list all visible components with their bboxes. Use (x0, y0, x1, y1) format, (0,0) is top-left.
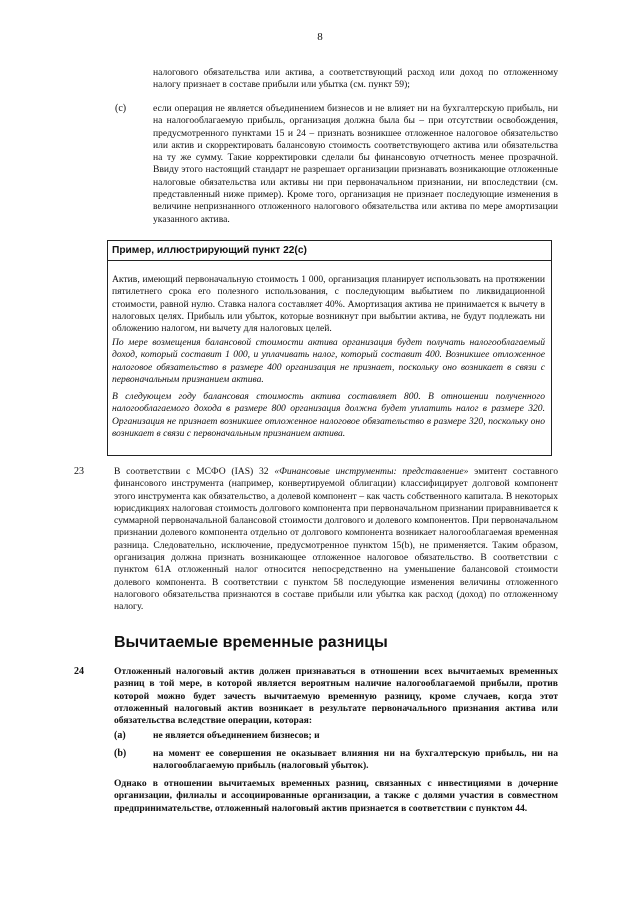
ias32-title: «Финансовые инструменты: представление» (274, 466, 469, 477)
continuation-paragraph: налогового обязательства или актива, а соответствующий расход или доход по отложенному налогу признает в составе прибыли или убытка (см. пункт 59); (153, 67, 558, 91)
para-24-closing: Однако в отношении вычитаемых временных разниц, связанных с инвестициями в дочерние организации, филиалы и ассоциированные организации, а также с долями участия в совместном предпринимательстве, отложенный налоговый актив признается в соответствии с пунктом 44. (114, 778, 558, 814)
example-box (107, 240, 552, 456)
para-23-text-rest: эмитент составного финансового инструмента (например, конвертируемой облигации) классифицирует долговой компонент этого инструмента как обязательство, а долевой компонент – как часть собственного капитала. В некоторых юрисдикциях налоговая стоимость долгового компонента при первоначальном признании приравнивается к суммарной первоначальной балансовой стоимости долгового и долевого компонентов. При первоначальном признании долевого компонента отдельно от долгового компонента возникает налогооблагаемая временная разница. Следовательно, исключение, предусмотренное пунктом 15(b), не применяется. Таким образом, организация должна признать возникающее отложенное налоговое обязательство. В соответствии с пунктом 61А отложенный налог относится непосредственно на уменьшение балансовой стоимости долевого компонента. В соответствии с пунктом 58 последующие изменения величины отложенного налогового обязательства признаются в составе прибыли или убытка как расход (доход) по отложенному налогу. (114, 466, 559, 613)
example-box-title: Пример, иллюстрирующий пункт 22(с) (108, 241, 551, 261)
para-23-number: 23 (74, 466, 84, 477)
example-paragraph-3: В следующем году балансовая стоимость актива составляет 800. В отношении полученного налогооблагаемого дохода в размере 800 организация должна будет уплатить налог в размере 320. Организация не признает возникшее отложенное налоговое обязательство в размере 320, поскольку оно возникает в связи с первоначальным признанием актива. (112, 391, 545, 439)
para-23-text (114, 466, 558, 614)
item-c-text: если операция не является объединением бизнесов и не влияет ни на бухгалтерскую прибыль, ни на налогооблагаемую прибыль, организация должна была бы – при отсутствии освобождения, предусмотренного пунктами 15 и 24 – признать возникшее отложенное налоговое обязательство или актив и скорректировать балансовую стоимость соответствующего актива или обязательства на ту же сумму. Такие корректировки сделали бы финансовую отчетность менее прозрачной. Ввиду этого настоящий стандарт не разрешает организации признавать возникающие отложенные налоговые обязательства или активы ни при первоначальном признании, ни впоследствии (см. представленный ниже пример). Кроме того, организация не признает последующие изменения в величине непризнанного отложенного налогового обязательства или актива по мере амортизации указанного актива. (153, 103, 558, 225)
page-number: 8 (317, 31, 323, 43)
example-paragraph-1: Актив, имеющий первоначальную стоимость 1 000, организация планирует использовать на протяжении пятилетнего срока его полезного использования, с последующим выбытием по ликвидационной стоимости, равной нулю. Ставка налога составляет 40%. Амортизация актива не принимается к вычету в налоговых целях. Прибыль или убыток, которые возникнут при выбытии актива, не будут подлежать ни обложению налогом, ни вычету для налоговых целей. (112, 274, 545, 335)
item-a-marker: (a) (114, 730, 126, 741)
item-b-marker: (b) (114, 748, 127, 759)
example-paragraph-2: По мере возмещения балансовой стоимости актива организация будет получать налогооблагаемый доход, который составит 1 000, и уплачивать налог, который составит 400. Возникшее отложенное налоговое обязательство в размере 400 организация не признает, поскольку оно возникает в связи с первоначальным признанием актива. (112, 337, 545, 385)
section-heading: Вычитаемые временные разницы (114, 634, 388, 651)
item-a-text: не является объединением бизнесов; и (153, 730, 320, 741)
item-c-marker: (c) (115, 103, 127, 114)
para-24-text: Отложенный налоговый актив должен признаваться в отношении всех вычитаемых временных разниц в той мере, в которой является вероятным наличие налогооблагаемой прибыли, против которой можно будет зачесть вычитаемую временную разницу, кроме случаев, когда этот отложенный налоговый актив возникает в результате первоначального признания актива или обязательства вследствие операции, которая: (114, 666, 558, 727)
item-b-text: на момент ее совершения не оказывает влияния ни на бухгалтерскую прибыль, ни на налогооблагаемую прибыль (налоговый убыток). (153, 748, 558, 772)
para-23-text-start: В соответствии с МСФО (IAS) 32 (114, 466, 275, 477)
para-24-number: 24 (74, 666, 84, 677)
